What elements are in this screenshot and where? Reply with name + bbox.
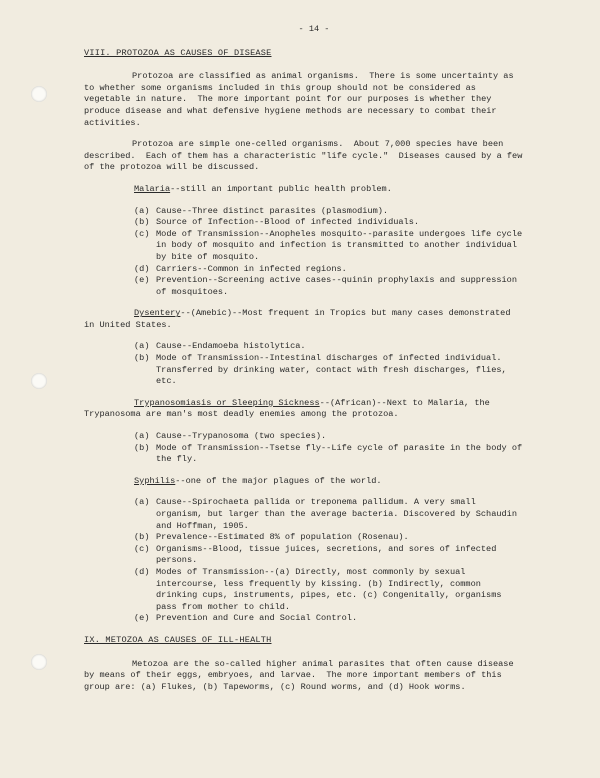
list-item [134,275,524,298]
list-item [134,613,524,625]
list-item [134,341,524,353]
syphilis-title: Syphilis [134,475,176,486]
malaria-list [134,206,524,299]
punch-hole [31,86,47,102]
dysentery-title: Dysentery [134,308,181,319]
punch-hole [31,654,47,670]
page-number: - 14 - [298,24,330,34]
list-marker: (a) [134,431,150,442]
trypanosomiasis-heading [84,398,524,421]
list-marker: (a) [134,497,150,508]
list-item [134,206,524,218]
trypanosomiasis-desc: --(African)--Next to Malaria, the Trypanosoma are man's most deadly enemies among the protozoa. [84,397,496,420]
list-item [134,567,524,613]
list-marker: (c) [134,543,150,554]
list-item-text: Mode of Transmission--Intestinal discharges of infected individual. Transferred by drinking water, contact with fresh discharges, flies, etc. [156,353,507,387]
list-item-text: Modes of Transmission--(a) Directly, most commonly by sexual intercourse, less frequently by kissing. (b) Indirectly, common drinking cups, instruments, pipes, etc. (c) Congenitally, organisms pass from mother to child. [156,566,502,612]
list-marker: (b) [134,217,150,228]
list-item [134,532,524,544]
trypanosomiasis-list [134,431,524,466]
list-item [134,431,524,443]
dysentery-heading [84,308,524,331]
malaria-desc: --still an important public health problem. [170,183,392,194]
list-item [134,229,524,264]
section-9-heading: IX. METOZOA AS CAUSES OF ILL-HEALTH [84,634,272,645]
list-marker: (b) [134,532,150,543]
list-item [134,497,524,532]
section-9-intro: Metozoa are the so-called higher animal parasites that often cause disease by means of their eggs, embryoes, and larvae. The more important members of this group are: (a) Flukes, (b) Tapeworms, (c) Round worms, and (d) Hook worms. [84,658,519,692]
dysentery-desc: --(Amebic)--Most frequent in Tropics but many cases demonstrated in United States. [84,308,516,330]
malaria-heading [134,184,524,196]
list-item-text: Carriers--Common in infected regions. [156,263,347,274]
list-item [134,217,524,229]
list-item-text: Cause--Trypanosoma (two species). [156,431,327,442]
list-item-text: Prevalence--Estimated 8% of population (Rosenau). [156,532,409,543]
page-content [84,24,528,703]
list-marker: (e) [134,613,150,624]
list-item [134,544,524,567]
trypanosomiasis-title: Trypanosomiasis or Sleeping Sickness [134,397,320,408]
list-item-text: Source of Infection--Blood of infected individuals. [156,217,420,228]
section-8-heading: VIII. PROTOZOA AS CAUSES OF DISEASE [84,47,272,58]
list-item-text: Organisms--Blood, tissue juices, secretions, and sores of infected persons. [156,543,497,566]
list-marker: (b) [134,353,150,364]
list-marker: (d) [134,566,150,577]
syphilis-list [134,497,524,625]
malaria-title: Malaria [134,183,171,194]
list-marker: (a) [134,205,150,216]
list-item-text: Prevention--Screening active cases--quinin prophylaxis and suppression of mosquitoes. [156,275,517,297]
list-item-text: Mode of Transmission--Tsetse fly--Life cycle of parasite in the body of the fly. [156,442,523,465]
list-marker: (e) [134,275,150,286]
list-marker: (b) [134,442,150,453]
list-marker: (d) [134,263,150,274]
list-item [134,443,524,466]
section-8-intro-1: Protozoa are classified as animal organisms. There is some uncertainty as to whether some organisms included in this group should not be considered as vegetable in nature. The more important point for our purposes is whether they produce disease and what defensive hygiene methods are necessary to combat their activities. [84,71,519,128]
dysentery-list [134,341,524,387]
section-8-intro-2: Protozoa are simple one-celled organisms. About 7,000 species have been described. Each of them has a characteristic "life cycle." Diseases caused by a few of the protozoa will be discussed. [84,139,528,173]
punch-hole [31,373,47,389]
list-item-text: Cause--Spirochaeta pallida or treponema pallidum. A very small organism, but larger than the average bacteria. Discovered by Schaudin and Hoffman, 1905. [156,497,517,531]
list-item-text: Cause--Endamoeba histolytica. [156,341,306,352]
list-marker: (a) [134,341,150,352]
list-marker: (c) [134,228,150,239]
syphilis-desc: --one of the major plagues of the world. [175,475,382,486]
list-item [134,264,524,276]
list-item-text: Cause--Three distinct parasites (plasmodium). [156,205,389,216]
list-item-text: Mode of Transmission--Anopheles mosquito--parasite undergoes life cycle in body of mosquito and infection is transmitted to another individual by bite of mosquito. [156,228,523,262]
list-item [134,353,524,388]
list-item-text: Prevention and Cure and Social Control. [156,613,358,624]
syphilis-heading [134,476,524,488]
